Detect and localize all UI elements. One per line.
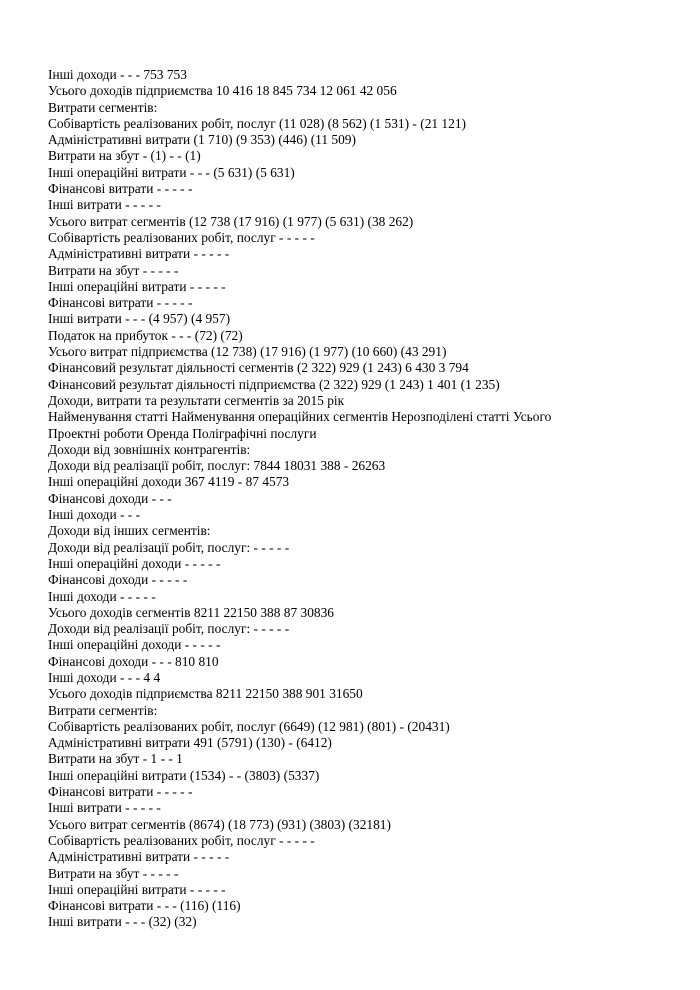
text-line: Фінансовий результат діяльності сегментів (2 322) 929 (1 243) 6 430 3 794 <box>48 360 469 376</box>
text-line: Інші операційні доходи - - - - - <box>48 637 221 653</box>
text-line: Адміністративні витрати 491 (5791) (130) - (6412) <box>48 735 332 751</box>
text-line: Найменування статті Найменування операційних сегментів Нерозподілені статті Усього <box>48 409 552 425</box>
text-line: Усього доходів підприємства 8211 22150 388 901 31650 <box>48 686 363 702</box>
document-page <box>48 67 688 931</box>
text-line: Доходи від реалізації робіт, послуг: - - - - - <box>48 539 290 555</box>
text-line: Інші операційні витрати - - - - - <box>48 881 226 897</box>
text-line: Усього витрат сегментів (12 738 (17 916) (1 977) (5 631) (38 262) <box>48 213 414 229</box>
text-line: Інші операційні доходи - - - - - <box>48 555 221 571</box>
text-line: Інші доходи - - - <box>48 507 141 523</box>
text-line: Інші доходи - - - - - <box>48 588 156 604</box>
text-line: Проектні роботи Оренда Поліграфічні послуги <box>48 425 317 441</box>
text-line: Інші витрати - - - - - <box>48 800 161 816</box>
text-line: Доходи від реалізації робіт, послуг: - - - - - <box>48 621 290 637</box>
text-line: Витрати на збут - 1 - - 1 <box>48 751 183 767</box>
text-line: Витрати на збут - - - - - <box>48 865 179 881</box>
text-line: Доходи, витрати та результати сегментів за 2015 рік <box>48 392 345 408</box>
text-line: Витрати на збут - (1) - - (1) <box>48 148 201 164</box>
text-line: Інші витрати - - - (32) (32) <box>48 914 197 930</box>
text-line: Витрати сегментів: <box>48 99 158 115</box>
text-line: Фінансові витрати - - - - - <box>48 295 193 311</box>
text-line: Доходи від інших сегментів: <box>48 523 211 539</box>
text-line: Доходи від зовнішніх контрагентів: <box>48 441 251 457</box>
text-line: Собівартість реалізованих робіт, послуг (11 028) (8 562) (1 531) - (21 121) <box>48 115 466 131</box>
text-line: Собівартість реалізованих робіт, послуг - - - - - <box>48 832 315 848</box>
text-line: Фінансові доходи - - - <box>48 490 172 506</box>
text-line: Інші операційні доходи 367 4119 - 87 4573 <box>48 474 290 490</box>
text-line: Фінансові витрати - - - - - <box>48 181 193 197</box>
text-line: Усього доходів підприємства 10 416 18 845 734 12 061 42 056 <box>48 83 397 99</box>
text-line: Інші операційні витрати - - - (5 631) (5 631) <box>48 164 295 180</box>
text-line: Інші операційні витрати - - - - - <box>48 278 226 294</box>
text-line: Усього витрат підприємства (12 738) (17 916) (1 977) (10 660) (43 291) <box>48 344 447 360</box>
text-line: Витрати на збут - - - - - <box>48 262 179 278</box>
text-line: Витрати сегментів: <box>48 702 158 718</box>
text-line: Адміністративні витрати - - - - - <box>48 849 230 865</box>
text-line: Податок на прибуток - - - (72) (72) <box>48 327 243 343</box>
text-line: Інші доходи - - - 4 4 <box>48 669 161 685</box>
text-line: Фінансові витрати - - - (116) (116) <box>48 898 241 914</box>
text-line: Собівартість реалізованих робіт, послуг (6649) (12 981) (801) - (20431) <box>48 718 450 734</box>
text-line: Фінансовий результат діяльності підприємства (2 322) 929 (1 243) 1 401 (1 235) <box>48 376 500 392</box>
text-line: Фінансові витрати - - - - - <box>48 784 193 800</box>
text-line: Інші доходи - - - 753 753 <box>48 67 187 82</box>
text-line: Інші витрати - - - (4 957) (4 957) <box>48 311 231 327</box>
text-line: Адміністративні витрати - - - - - <box>48 246 230 262</box>
text-line: Інші витрати - - - - - <box>48 197 161 213</box>
text-line: Собівартість реалізованих робіт, послуг - - - - - <box>48 229 315 245</box>
text-line: Адміністративні витрати (1 710) (9 353) (446) (11 509) <box>48 132 356 148</box>
text-line: Усього витрат сегментів (8674) (18 773) (931) (3803) (32181) <box>48 816 391 832</box>
text-line: Інші операційні витрати (1534) - - (3803) (5337) <box>48 767 320 783</box>
text-line: Фінансові доходи - - - - - <box>48 572 188 588</box>
text-line: Усього доходів сегментів 8211 22150 388 87 30836 <box>48 604 334 620</box>
text-line: Доходи від реалізації робіт, послуг: 7844 18031 388 - 26263 <box>48 458 386 474</box>
text-line: Фінансові доходи - - - 810 810 <box>48 653 219 669</box>
